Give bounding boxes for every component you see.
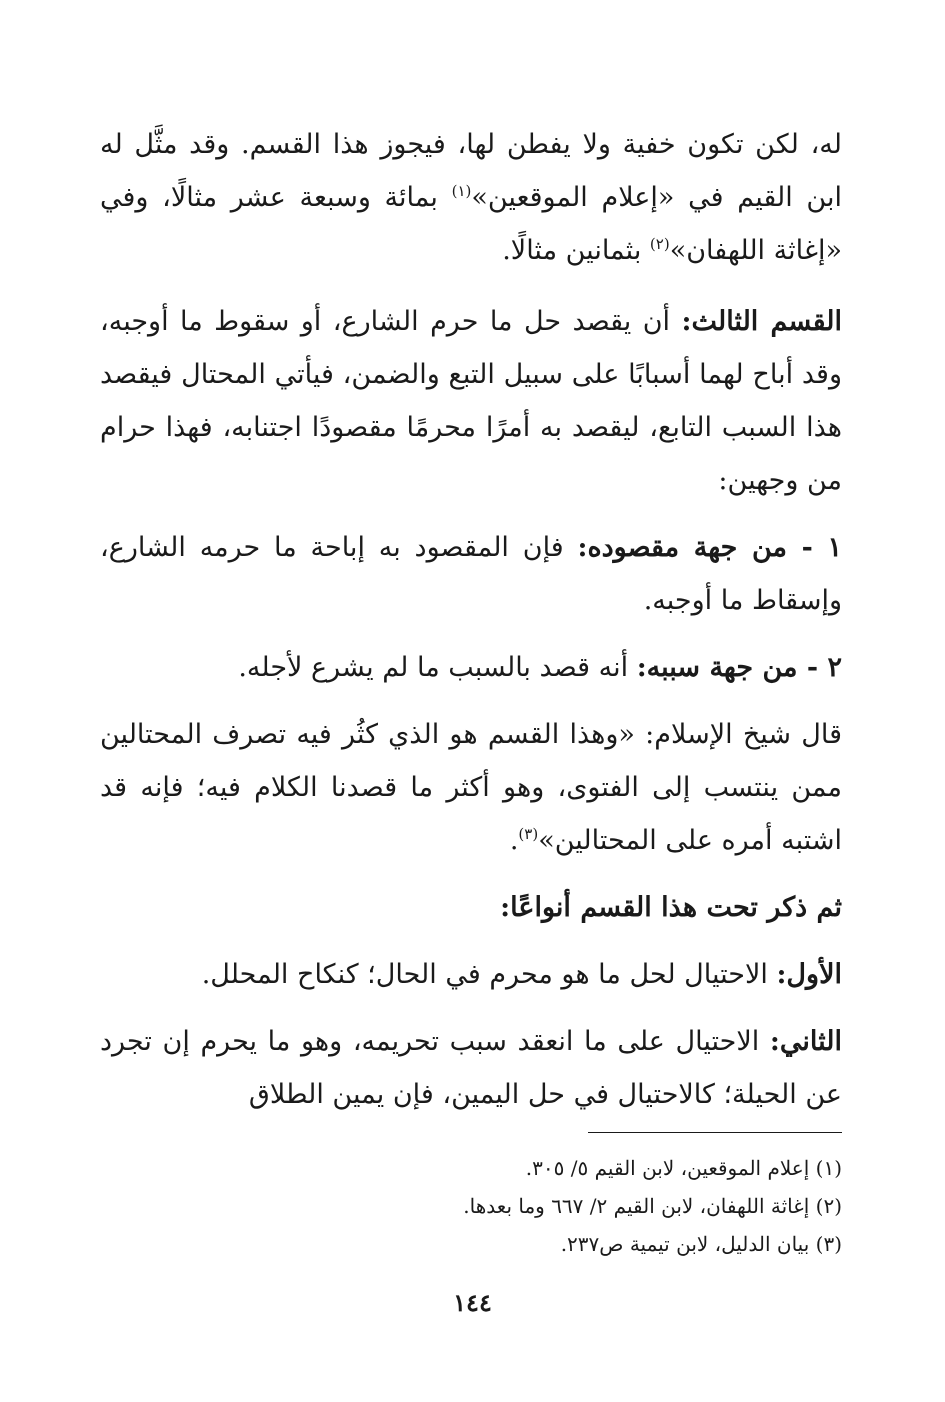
footnote-1: (١) إعلام الموقعين، لابن القيم ٥/ ٣٠٥.	[525, 1156, 842, 1180]
footnote-ref-1[interactable]: (١)	[451, 182, 472, 200]
footnote-ref-3[interactable]: (٣)	[518, 825, 539, 843]
footnote-divider	[588, 1132, 842, 1133]
paragraph-1	[100, 118, 842, 277]
paragraph-section-three	[100, 295, 842, 507]
point-heading: ١ - من جهة مقصوده:	[577, 532, 842, 563]
footnotes	[100, 1149, 842, 1263]
footnote-2: (٢) إغاثة اللهفان، لابن القيم ٢/ ٦٦٧ وما بعدها.	[463, 1194, 842, 1218]
paragraph-text: فإن المقصود به إباحة ما حرمه الشارع، وإسقاط ما أوجبه.	[100, 532, 842, 616]
main-text	[100, 118, 842, 1121]
paragraph-text: الاحتيال لحل ما هو محرم في الحال؛ كنكاح المحلل.	[201, 959, 777, 990]
type-heading: الأول:	[776, 959, 842, 990]
types-heading: ثم ذكر تحت هذا القسم أنواعًا:	[500, 892, 842, 923]
paragraph-point-1	[100, 521, 842, 627]
paragraph-text: له، لكن تكون خفية ولا يفطن لها، فيجوز هذا القسم. وقد مثَّل له ابن القيم في «إعلام الموقعين»	[100, 129, 842, 213]
footnote-3: (٣) بيان الدليل، لابن تيمية ص٢٣٧.	[560, 1232, 842, 1256]
footnote-ref-2[interactable]: (٢)	[649, 235, 670, 253]
section-heading: القسم الثالث:	[681, 306, 842, 337]
paragraph-type-1	[100, 948, 842, 1001]
paragraph-text: الاحتيال على ما انعقد سبب تحريمه، وهو ما يحرم إن تجرد عن الحيلة؛ كالاحتيال في حل اليمين، فإن يمين الطلاق	[100, 1026, 842, 1110]
paragraph-text: بمائة وسبعة عشر مثالًا، وفي «إغاثة اللهفان»	[100, 182, 842, 266]
paragraph-text: .	[509, 825, 519, 856]
paragraph-quote	[100, 708, 842, 867]
paragraph-text: أنه قصد بالسبب ما لم يشرع لأجله.	[238, 652, 637, 683]
paragraph-types-heading	[100, 881, 842, 934]
point-heading: ٢ - من جهة سببه:	[636, 652, 842, 683]
paragraph-type-2	[100, 1015, 842, 1121]
paragraph-point-2	[100, 641, 842, 694]
type-heading: الثاني:	[769, 1026, 842, 1057]
quote-text: قال شيخ الإسلام: «وهذا القسم هو الذي كثُر فيه تصرف المحتالين ممن ينتسب إلى الفتوى، وهو أكثر ما قصدنا الكلام فيه؛ فإنه قد اشتبه أمره على المحتالين»	[100, 719, 842, 856]
paragraph-text: أن يقصد حل ما حرم الشارع، أو سقوط ما أوجبه، وقد أباح لهما أسبابًا على سبيل التبع والضمن، فيأتي المحتال فيقصد هذا السبب التابع، ليقصد به أمرًا محرمًا مقصودًا اجتنابه، فهذا حرام من وجهين:	[100, 306, 842, 496]
page-number: ١٤٤	[453, 1288, 492, 1317]
paragraph-text: بثمانين مثالًا.	[502, 235, 650, 266]
